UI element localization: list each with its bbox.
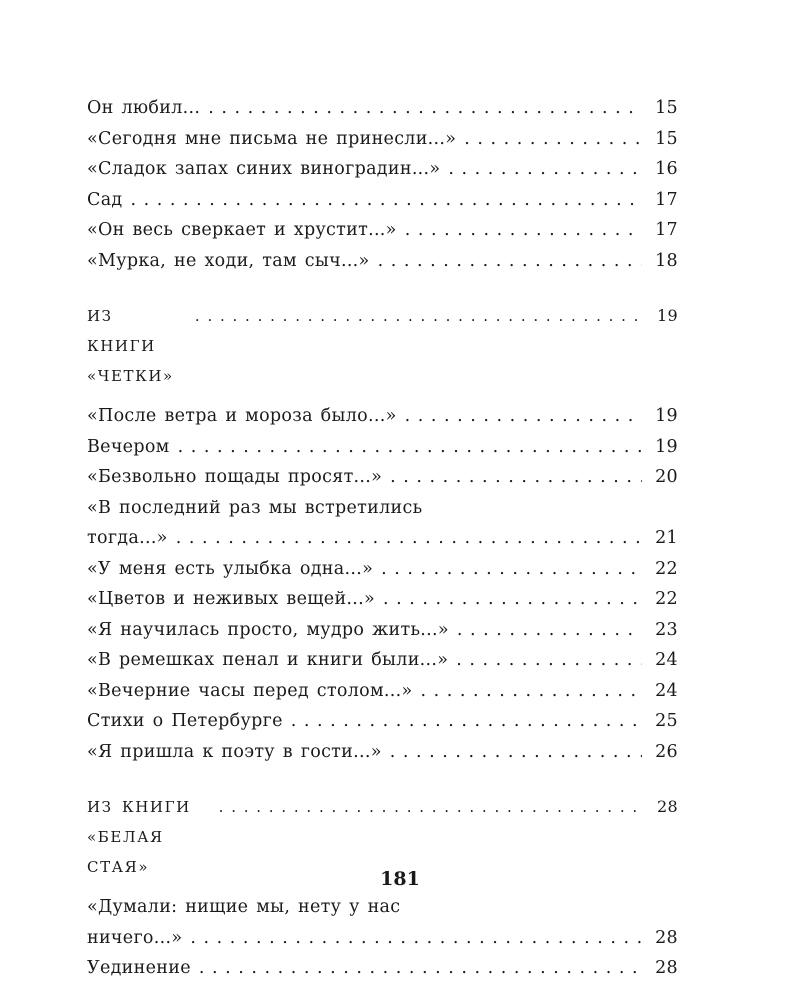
- toc-entry-page: 24: [655, 680, 678, 701]
- toc-entry-title-line1: «В последний раз мы встретились: [87, 497, 423, 518]
- dot-leader: [208, 93, 642, 124]
- toc-entry: [87, 953, 678, 984]
- dot-leader: [219, 792, 642, 822]
- toc-entry-title: Уединение: [87, 958, 191, 978]
- toc-entry: [87, 584, 678, 615]
- section-page: 28: [657, 797, 678, 816]
- dot-leader: [390, 737, 642, 768]
- toc-entry: [87, 215, 678, 246]
- dot-leader: [390, 462, 642, 493]
- dot-leader: [199, 953, 642, 984]
- dot-leader: [176, 523, 642, 554]
- section-title: ИЗ КНИГИ «БЕЛАЯ СТАЯ»: [87, 798, 191, 876]
- toc-entry: [87, 185, 678, 216]
- toc-entry-title: Вечером: [87, 436, 170, 457]
- toc-entry: [87, 706, 678, 737]
- section-page: 19: [657, 306, 678, 325]
- toc-entry-page: 15: [655, 128, 678, 149]
- page-number: 181: [380, 868, 420, 890]
- toc-entry-title: «У меня есть улыбка одна...»: [87, 558, 374, 579]
- dot-leader: [421, 676, 643, 707]
- dot-leader: [190, 923, 642, 954]
- toc-entry-title-line1: «Думали: нищие мы, нету у нас: [87, 897, 401, 917]
- toc-entry: [87, 246, 678, 277]
- dot-leader: [291, 706, 642, 737]
- toc-entry: [87, 154, 678, 185]
- toc-entry: [87, 432, 678, 463]
- toc-entry-title: «Он весь сверкает и хрустит...»: [87, 220, 397, 240]
- toc-entry-page: 22: [655, 589, 678, 609]
- toc-entry-page: 28: [655, 958, 678, 978]
- dot-leader: [464, 124, 642, 155]
- toc-entry-title: «Я пришла к поэту в гости...»: [87, 741, 382, 762]
- dot-leader: [448, 154, 642, 185]
- dot-leader: [405, 401, 642, 432]
- dot-leader: [381, 554, 642, 585]
- section-title: ИЗ КНИГИ «ЧЕТКИ»: [87, 307, 174, 385]
- toc-entry: [87, 554, 678, 585]
- toc-entry-title: Он любил...: [87, 98, 201, 118]
- toc-entry-title: «Мурка, не ходи, там сыч...»: [87, 250, 370, 271]
- toc-entry: [87, 462, 678, 493]
- toc-entry-title: Стихи о Петербурге: [87, 711, 283, 731]
- toc-entry-page: 17: [655, 189, 678, 210]
- toc-entry-page: 28: [655, 927, 678, 948]
- dot-leader: [405, 215, 642, 246]
- toc-entry: [87, 93, 678, 124]
- toc-entry-line2: [87, 923, 678, 954]
- dot-leader: [378, 246, 642, 277]
- toc-entry-page: 19: [655, 436, 678, 457]
- toc-entry-title: Сад: [87, 189, 123, 210]
- toc-entry-page: 22: [655, 558, 678, 579]
- toc-entry-page: 26: [655, 741, 678, 762]
- toc-entry: [87, 676, 678, 707]
- toc-entry-page: 18: [655, 250, 678, 271]
- dot-leader: [456, 645, 642, 676]
- dot-leader: [195, 301, 642, 331]
- dot-leader: [131, 185, 643, 216]
- toc-entry-title-line2: тогда...»: [87, 528, 168, 548]
- toc-entry-title: «Сегодня мне письма не принесли...»: [87, 128, 457, 149]
- toc-entry-title: «Сладок запах синих виноградин...»: [87, 159, 441, 179]
- section-heading-chetki: [87, 301, 678, 391]
- dot-leader: [178, 432, 642, 463]
- toc-entry-page: 20: [655, 467, 678, 487]
- toc-entry-title: «После ветра и мороза было...»: [87, 406, 397, 426]
- toc-entry-page: 16: [655, 159, 678, 179]
- toc-entry: [87, 645, 678, 676]
- dot-leader: [383, 584, 642, 615]
- toc-entry-title: «Вечерние часы перед столом...»: [87, 680, 413, 701]
- toc-entry-page: 17: [655, 220, 678, 240]
- toc-entry-title: «Цветов и неживых вещей...»: [87, 589, 376, 609]
- toc-entry-page: 24: [655, 650, 678, 670]
- toc-entry: [87, 493, 678, 554]
- toc-entry-title: «Безвольно пощады просят...»: [87, 467, 383, 487]
- table-of-contents: [87, 93, 678, 984]
- toc-entry: [87, 615, 678, 646]
- dot-leader: [457, 615, 642, 646]
- toc-entry-page: 15: [655, 98, 678, 118]
- toc-entry-page: 23: [655, 619, 678, 640]
- toc-entry-title: «Я научилась просто, мудро жить...»: [87, 619, 449, 640]
- toc-entry-page: 25: [655, 711, 678, 731]
- toc-entry: [87, 737, 678, 768]
- toc-entry-title: «В ремешках пенал и книги были...»: [87, 650, 449, 670]
- toc-entry: [87, 892, 678, 953]
- toc-entry-line2: [87, 523, 678, 554]
- toc-entry: [87, 124, 678, 155]
- toc-entry-page: 21: [655, 528, 678, 548]
- toc-entry-page: 19: [655, 406, 678, 426]
- toc-entry: [87, 401, 678, 432]
- toc-entry-title-line2: ничего...»: [87, 927, 183, 948]
